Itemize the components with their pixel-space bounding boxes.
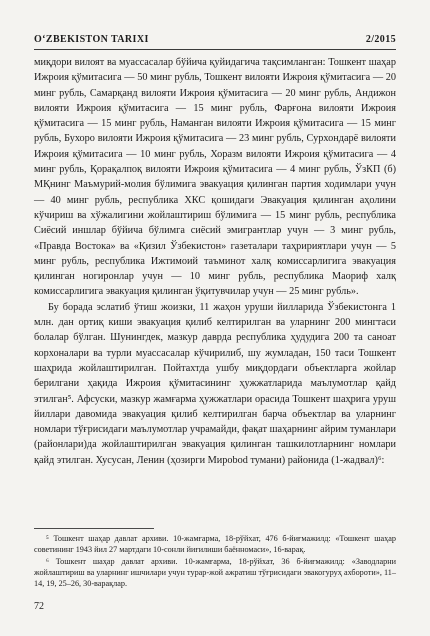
footnote-rule (34, 528, 154, 529)
issue-number: 2/2015 (365, 34, 396, 45)
journal-title: O‘ZBEKISTON TARIXI (34, 34, 149, 45)
footnotes (34, 528, 396, 591)
running-header (34, 34, 396, 45)
header-rule (34, 49, 396, 50)
footnote: ⁶ Тошкент шаҳар давлат архиви. 10-жамғарма, 18-рўйхат, 36 б-йиғмажилд: «Заводларни жойлаштириш ва уларнинг ишчилари учун турар-жой ажратиш тўғрисидаги эвакогуруҳ ахбороти», 11–14, 19, 25–26, 30-варақлар. (34, 556, 396, 588)
body-text (34, 55, 396, 468)
paragraph: миқдори вилоят ва муассасалар бўйича қуйидагича тақсимланган: Тошкент шаҳар Ижроия қўмитасига — 50 минг рубль, Тошкент вилояти Ижроия қўмитасига — 20 минг рубль, Самарқанд вилояти Ижроия қўмитасига — 20 минг рубль, Андижон вилояти Ижроия қўмитасига — 15 минг рубль, Фарғона вилояти Ижроия қўмитасига — 15 минг рубль, Наманган вилояти Ижроия қўмитасига — 15 минг рубль, Бухоро вилояти Ижроия қўмитасига — 23 минг рубль, Сурхондарё вилояти Ижроия қўмитасига — 10 минг рубль, Хоразм вилояти Ижроия қўмитасига — 4 минг рубль, Қорақалпоқ вилояти Ижроия қўмитасига — 4 минг рубль, ЎзКП (б) МҚнинг Маъмурий-молия бўлимига эвакуация қилинган партия ходимлари учун — 40 минг рубль, республика ХКС қошидаги Эвакуация қилинган аҳолини кўчириш ва хўжалигини жойлаштириш бўлимига — 15 минг рубль, республика Сиёсий иншлар бўйича бўлимга сиёсий эмигрантлар учун — 3 минг рубль, «Правда Востока» ва «Қизил Ўзбекистон» газеталари таҳририятлари учун — 5 минг рубль, республика Ижтимоий таъминот халқ комиссарлигига эвакуация қилинган ногиронлар учун — 10 минг рубль, республика Маориф халқ комиссарлигига эвакуация қилинган ўқитувчилар учун — 25 минг рубль». (34, 57, 396, 298)
page-number: 72 (34, 601, 44, 612)
footnote: ⁵ Тошкент шаҳар давлат архиви. 10-жамғарма, 18-рўйхат, 476 б-йиғмажилд: «Тошкент шаҳар советининг 1943 йил 27 мартдаги 10-сонли йиғилиши баённомаси», 16-варақ. (34, 534, 396, 554)
paragraph: Бу борада эслатиб ўтиш жоизки, 11 жаҳон уруши йилларида Ўзбекистонга 1 млн. дан ортиқ киши эвакуация қилиб келтирилган ва уларнинг 200 мингтаси болалар бўлган. Шунингдек, мазкур даврда республика ҳудудига 200 та саноат корхоналари ва турли муассасалар кўчирилиб, шу жумладан, 150 таси Тошкент шаҳрида жойлаштирилган. Пойтахтда ушбу миқдордаги объектларга жойлар берилгани ҳақида Ижроия қўмитасининг ҳужжатларида маълумотлар қайд этилган⁵. Афсуски, мазкур жамғарма ҳужжатлари орасида Тошкент шаҳрига уруш йиллари давомида эвакуация қилиб келтирилган барча объектлар ва уларнинг номлари тўғрисидаги маълумотлар учрамайди, фақат шаҳарнинг айрим туманлари (районлари)да жойлаштирилган эвакуация қилинган ташкилотларнинг номлари қайд этилган. Хусусан, Ленин (ҳозирги Мирobod тумани) районида (1-жадвал)⁶: (34, 301, 396, 466)
